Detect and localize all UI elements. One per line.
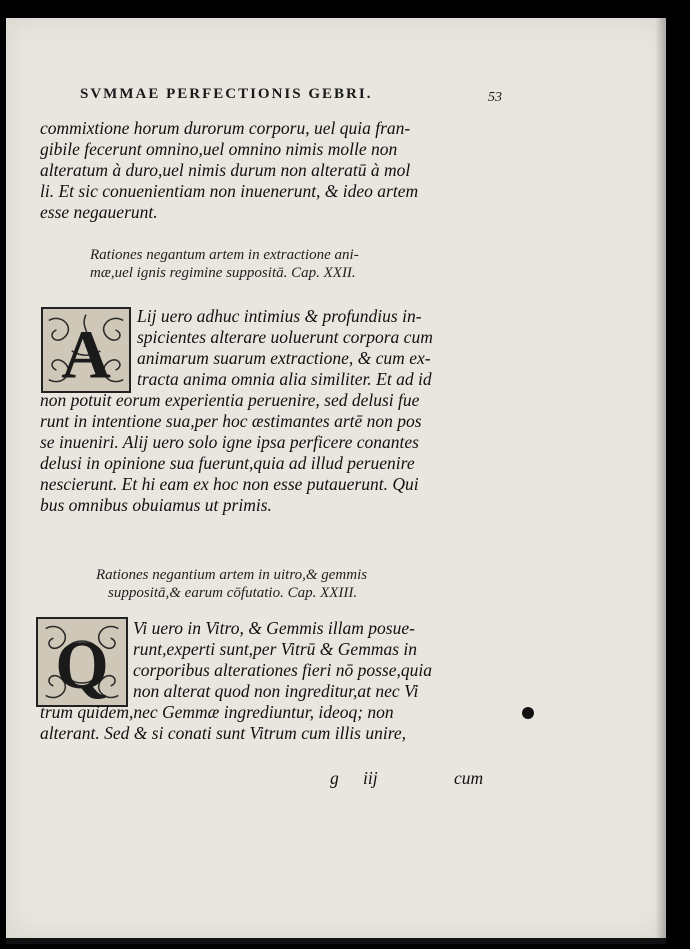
page-bottom-edge [6, 938, 666, 944]
text-line: corporibus alterationes fieri nō posse,quia [133, 660, 432, 680]
text-line: alterant. Sed & si conati sunt Vitrum cum illis unire, [40, 723, 407, 743]
text-line: bus omnibus obuiamus ut primis. [40, 495, 272, 515]
rubric-line: suppositā,& earum cōfutatio. Cap. XXIII. [108, 585, 358, 601]
chapter-23-rubric [96, 566, 367, 602]
text-line: Vi uero in Vitro, & Gemmis illam posue- [133, 618, 415, 638]
rubric-line: mæ,uel ignis regimine suppositā. Cap. XXII. [90, 265, 356, 281]
ornamental-initial-q-icon [36, 617, 128, 707]
paragraph-1 [40, 118, 510, 223]
rubric-line: Rationes negantum artem in extractione ani- [90, 247, 359, 263]
chapter-22-body [40, 390, 510, 516]
text-line: trum quidem,nec Gemmæ ingrediuntur, ideoq; non [40, 702, 394, 722]
chapter-23-indented-text [133, 618, 503, 702]
chapter-22-indented-text [137, 306, 497, 390]
text-line: runt in intentione sua,per hoc æstimantes artē non pos [40, 411, 422, 431]
page-number: 53 [488, 90, 502, 105]
initial-letter-a: A [61, 316, 111, 391]
text-line: runt,experti sunt,per Vitrū & Gemmas in [133, 639, 418, 659]
signature-number: iij [363, 768, 378, 788]
text-line: Lij uero adhuc intimius & profundius in- [137, 306, 422, 326]
rubric-line: Rationes negantium artem in uitro,& gemmis [96, 567, 368, 583]
ornamental-initial-a-icon [41, 307, 131, 393]
margin-ink-dot [522, 707, 534, 719]
catchword: cum [454, 768, 484, 788]
chapter-22-rubric [90, 246, 359, 282]
running-head: SVMMAE PERFECTIONIS GEBRI. [80, 86, 373, 102]
text-line: non potuit eorum experientia peruenire, sed delusi fue [40, 390, 420, 410]
text-line: animarum suarum extractione, & cum ex- [137, 348, 431, 368]
text-line: delusi in opinione sua fuerunt,quia ad illud peruenire [40, 453, 415, 473]
text-line: alteratum à duro,uel nimis durum non alteratū à mol [40, 160, 411, 180]
page-gutter-shadow [655, 18, 667, 938]
text-line: commixtione horum durorum corporu, uel quia fran- [40, 118, 411, 138]
text-line: non alterat quod non ingreditur,at nec Vi [133, 681, 419, 701]
initial-letter-q: Q [55, 626, 109, 703]
chapter-23-body [40, 702, 510, 744]
signature-mark: g [330, 768, 339, 788]
text-line: tracta anima omnia alia similiter. Et ad id [137, 369, 432, 389]
text-line: gibile fecerunt omnino,uel omnino nimis molle non [40, 139, 398, 159]
text-line: esse negauerunt. [40, 202, 158, 222]
text-line: nescierunt. Et hi eam ex hoc non esse putauerunt. Qui [40, 474, 419, 494]
text-line: li. Et sic conuenientiam non inuenerunt, & ideo artem [40, 181, 419, 201]
text-line: spicientes alterare uoluerunt corpora cum [137, 327, 433, 347]
text-line: se inueniri. Alij uero solo igne ipsa perficere conantes [40, 432, 419, 452]
